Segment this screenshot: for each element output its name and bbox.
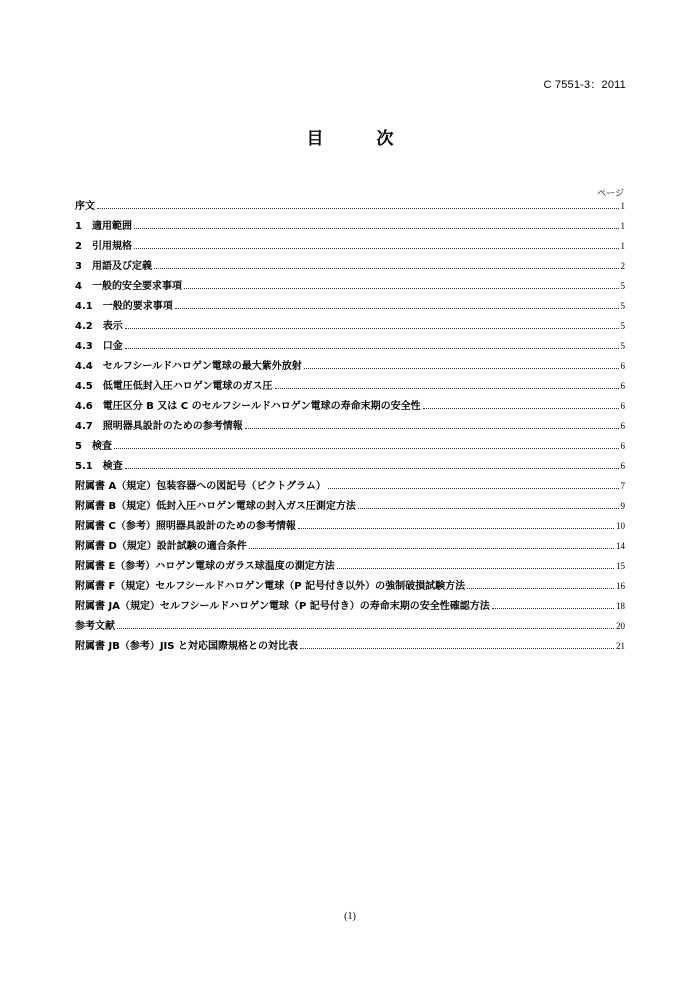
toc-entry-label: 附属書 C（参考）照明器具設計のための参考情報: [75, 521, 296, 532]
toc-entry-label: 4.5 低電圧低封入圧ハロゲン電球のガス圧: [75, 381, 273, 392]
toc-entry[interactable]: [75, 620, 625, 640]
toc-leader-dots: [125, 460, 619, 469]
toc-entry-page: 2: [620, 261, 625, 271]
toc-leader-dots: [337, 560, 614, 569]
toc-entry-page: 18: [616, 601, 625, 611]
toc-leader-dots: [114, 440, 619, 449]
toc-entry-page: 6: [620, 421, 625, 431]
toc-entry-label: 4.2 表示: [75, 321, 123, 332]
toc-entry[interactable]: [75, 200, 625, 220]
toc-entry-page: 5: [620, 321, 625, 331]
toc-leader-dots: [298, 520, 614, 529]
page-number: (1): [344, 911, 356, 922]
toc-entry[interactable]: [75, 320, 625, 340]
toc-entry-label: 附属書 D（規定）設計試験の適合条件: [75, 541, 247, 552]
toc-leader-dots: [245, 420, 619, 429]
toc-entry-page: 1: [620, 221, 625, 231]
toc-entry[interactable]: [75, 380, 625, 400]
toc-entry-label: 4.4 セルフシールドハロゲン電球の最大紫外放射: [75, 361, 302, 372]
toc-entry-page: 6: [620, 381, 625, 391]
toc-leader-dots: [97, 200, 619, 209]
toc-entry-page: 6: [620, 441, 625, 451]
page-title: 目 次: [306, 129, 412, 149]
table-of-contents: [75, 200, 625, 660]
toc-entry[interactable]: [75, 220, 625, 240]
toc-entry-label: 序文: [75, 201, 95, 212]
toc-entry[interactable]: [75, 500, 625, 520]
toc-leader-dots: [275, 380, 619, 389]
toc-leader-dots: [467, 580, 614, 589]
toc-entry-label: 4.1 一般的要求事項: [75, 301, 173, 312]
toc-leader-dots: [423, 400, 619, 409]
toc-leader-dots: [184, 280, 619, 289]
toc-entry[interactable]: [75, 400, 625, 420]
toc-leader-dots: [154, 260, 619, 269]
toc-entry-label: 附属書 A（規定）包装容器への図記号（ピクトグラム）: [75, 481, 326, 492]
toc-entry-label: 附属書 E（参考）ハロゲン電球のガラス球温度の測定方法: [75, 561, 335, 572]
toc-entry[interactable]: [75, 460, 625, 480]
toc-entry-label: 附属書 F（規定）セルフシールドハロゲン電球（P 記号付き以外）の強制破損試験方法: [75, 581, 466, 592]
toc-entry[interactable]: [75, 540, 625, 560]
toc-entry-page: 6: [620, 401, 625, 411]
toc-entry-label: 4.7 照明器具設計のための参考情報: [75, 421, 243, 432]
toc-entry-label: 2 引用規格: [75, 241, 132, 252]
toc-leader-dots: [175, 300, 619, 309]
toc-entry-page: 10: [616, 521, 625, 531]
toc-entry-label: 4 一般的安全要求事項: [75, 281, 182, 292]
page-column-label: ページ: [597, 189, 624, 199]
toc-entry-page: 1: [620, 201, 625, 211]
toc-entry-page: 14: [616, 541, 625, 551]
toc-entry-label: 1 適用範囲: [75, 221, 132, 232]
toc-entry-page: 15: [616, 561, 625, 571]
toc-entry[interactable]: [75, 280, 625, 300]
toc-leader-dots: [249, 540, 614, 549]
toc-entry[interactable]: [75, 480, 625, 500]
toc-entry-label: 5 検査: [75, 441, 112, 452]
toc-entry-label: 5.1 検査: [75, 461, 123, 472]
toc-entry-page: 1: [620, 241, 625, 251]
toc-leader-dots: [358, 500, 619, 509]
toc-entry-page: 20: [616, 621, 625, 631]
toc-entry-label: 3 用語及び定義: [75, 261, 152, 272]
toc-entry[interactable]: [75, 640, 625, 660]
toc-entry[interactable]: [75, 560, 625, 580]
toc-entry[interactable]: [75, 440, 625, 460]
toc-entry-label: 附属書 JA（規定）セルフシールドハロゲン電球（P 記号付き）の寿命末期の安全性確認方法: [75, 601, 490, 612]
toc-leader-dots: [134, 220, 619, 229]
toc-entry-label: 4.3 口金: [75, 341, 123, 352]
toc-entry[interactable]: [75, 300, 625, 320]
toc-entry-page: 5: [620, 281, 625, 291]
toc-entry[interactable]: [75, 600, 625, 620]
toc-entry[interactable]: [75, 340, 625, 360]
toc-leader-dots: [300, 640, 614, 649]
toc-entry-page: 6: [620, 361, 625, 371]
toc-entry-label: 附属書 B（規定）低封入圧ハロゲン電球の封入ガス圧測定方法: [75, 501, 356, 512]
toc-leader-dots: [125, 340, 619, 349]
toc-entry[interactable]: [75, 580, 625, 600]
toc-entry-page: 6: [620, 461, 625, 471]
toc-entry-page: 5: [620, 341, 625, 351]
toc-leader-dots: [304, 360, 619, 369]
toc-leader-dots: [492, 600, 614, 609]
toc-entry-label: 附属書 JB（参考）JIS と対応国際規格との対比表: [75, 641, 298, 652]
toc-entry-page: 9: [620, 501, 625, 511]
toc-entry-page: 7: [620, 481, 625, 491]
toc-leader-dots: [134, 240, 619, 249]
toc-entry-page: 16: [616, 581, 625, 591]
toc-entry[interactable]: [75, 520, 625, 540]
document-id: C 7551-3：2011: [543, 79, 626, 91]
toc-leader-dots: [125, 320, 619, 329]
toc-entry[interactable]: [75, 360, 625, 380]
toc-entry[interactable]: [75, 260, 625, 280]
toc-entry-label: 参考文献: [75, 621, 115, 632]
toc-entry-label: 4.6 電圧区分 B 又は C のセルフシールドハロゲン電球の寿命末期の安全性: [75, 401, 421, 412]
toc-leader-dots: [328, 480, 619, 489]
toc-entry[interactable]: [75, 420, 625, 440]
toc-entry[interactable]: [75, 240, 625, 260]
toc-entry-page: 5: [620, 301, 625, 311]
toc-leader-dots: [117, 620, 614, 629]
toc-entry-page: 21: [616, 641, 625, 651]
